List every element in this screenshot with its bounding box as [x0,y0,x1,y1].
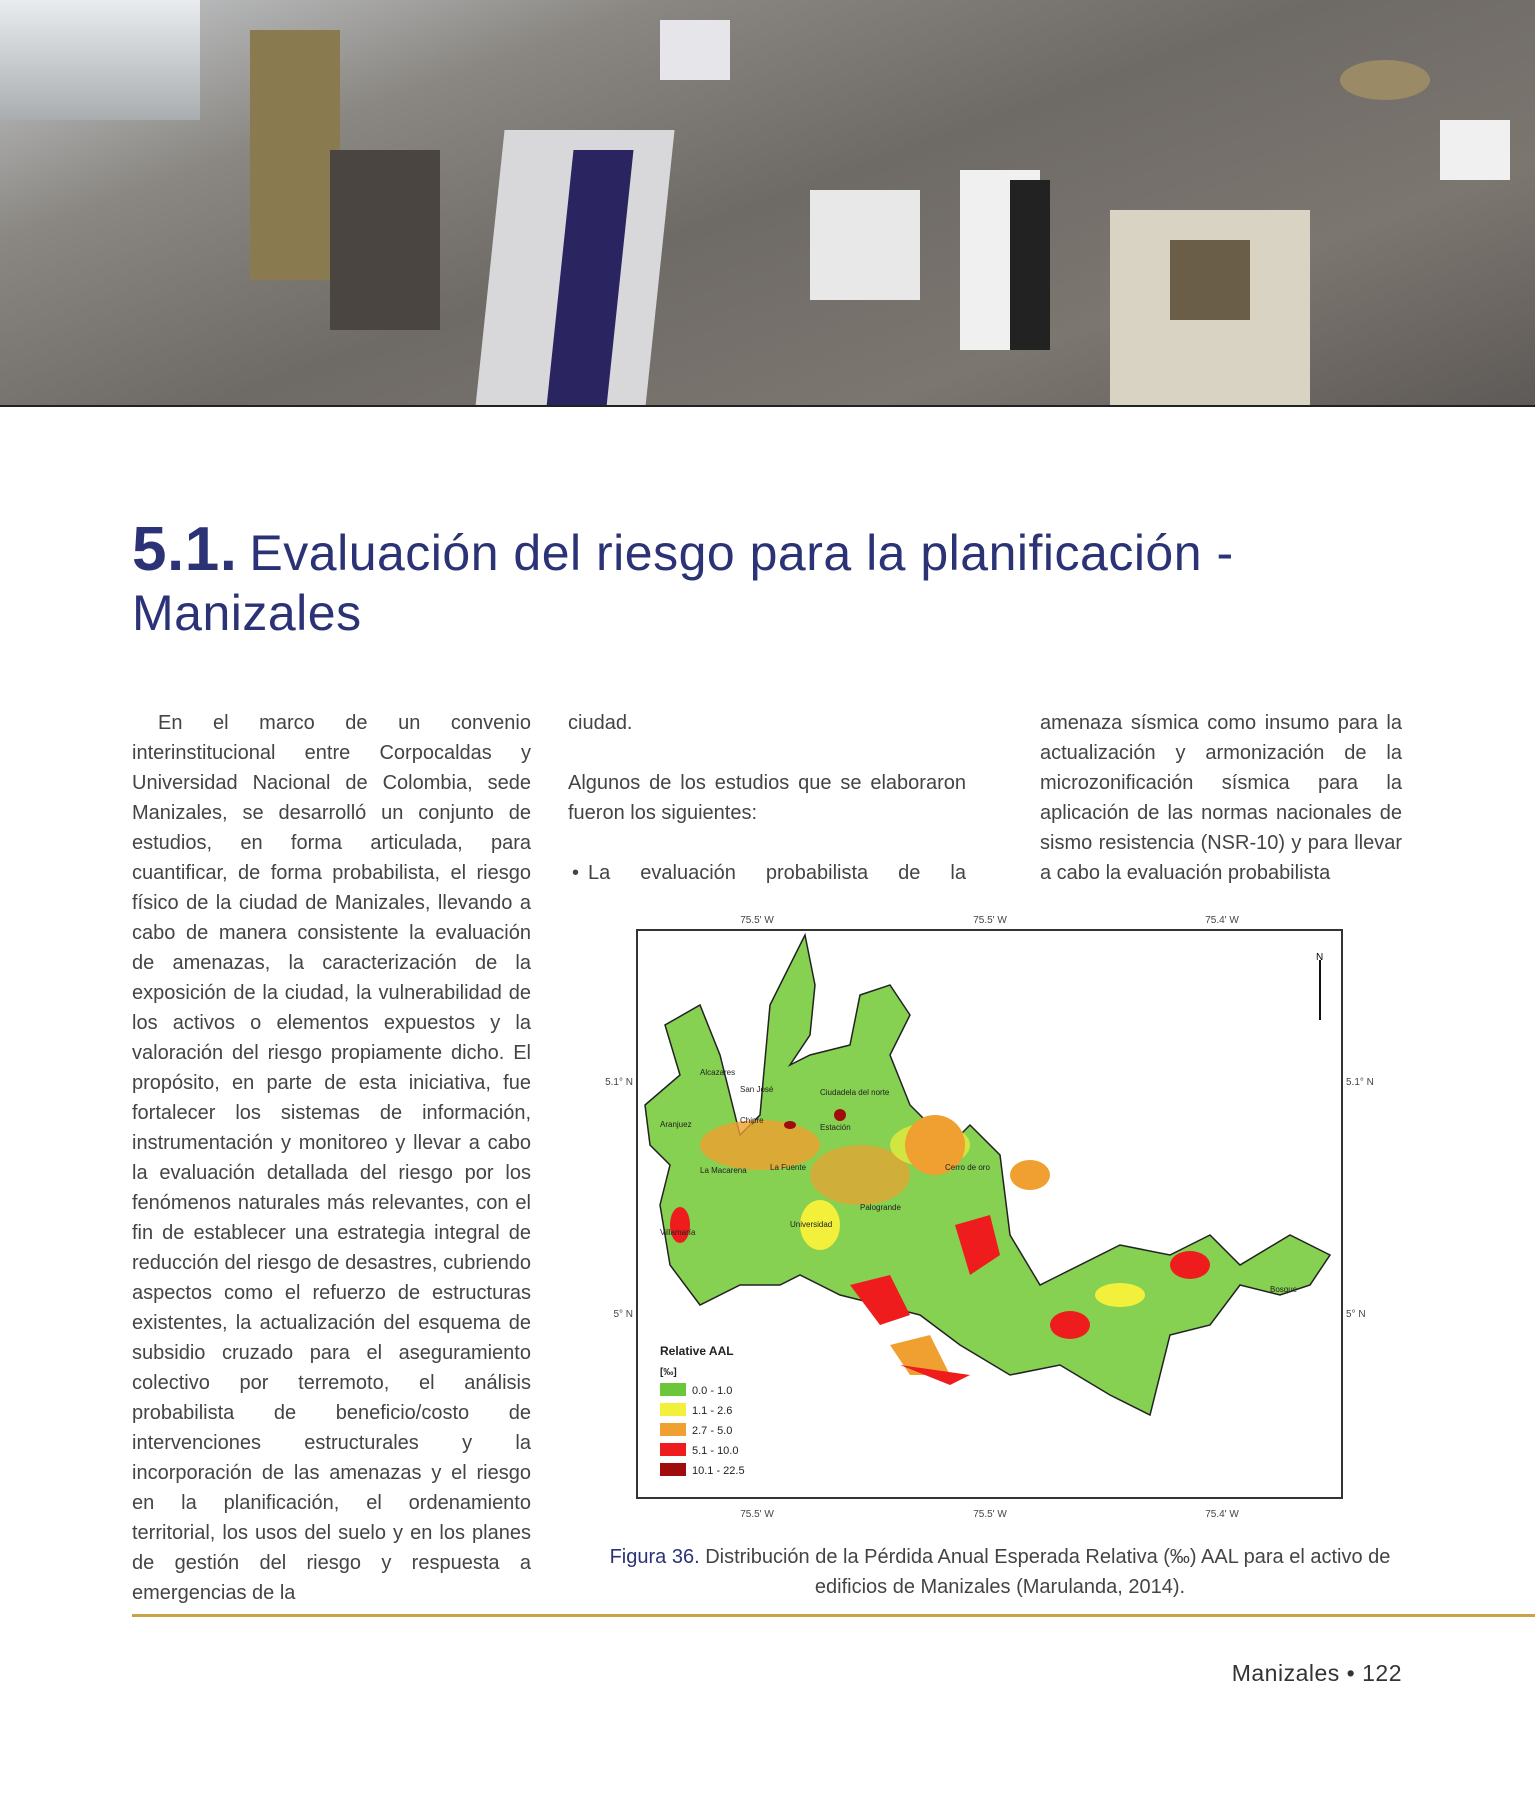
page-number: 122 [1362,1660,1402,1686]
tick-top: 75.4' W [1205,915,1239,926]
place-label: Bosque [1270,1285,1298,1294]
bullet-item: • La evaluación probabilista de la [568,858,966,888]
legend-swatch [660,1463,686,1476]
legend-label: 1.1 - 2.6 [692,1405,733,1417]
city-aerial-photo [0,0,1535,407]
paragraph: Algunos de los estudios que se elaboraron fueron los siguientes: [568,772,966,824]
svg-text:N: N [1316,952,1324,963]
tick-bottom: 75.5' W [740,1509,774,1520]
place-label: Chipre [740,1116,764,1125]
place-label: La Fuente [770,1163,807,1172]
place-label: Ciudadela del norte [820,1088,890,1097]
place-label: Palogrande [860,1203,901,1212]
caption-text: Distribución de la Pérdida Anual Esperada Relativa (‰) AAL para el activo de edificios de Manizales (Marulanda, 2014). [699,1546,1391,1598]
divider-rule [132,1614,1535,1617]
legend-swatch [660,1443,686,1456]
figure-caption [600,1542,1400,1602]
legend-swatch [660,1423,686,1436]
legend-label: 0.0 - 1.0 [692,1385,733,1397]
legend-title: Relative AAL [660,1344,734,1358]
body-column-3: amenaza sísmica como insumo para la actualización y armonización de la microzonificación sísmica para la aplicación de las normas nacionales de sismo resistencia (NSR-10) y para llevar a cabo la evaluación probabilista [1040,712,1402,884]
legend-label: 10.1 - 22.5 [692,1465,745,1477]
place-label: La Macarena [700,1166,747,1175]
tick-left: 5° N [613,1309,633,1320]
section-heading [132,515,1432,643]
tick-right: 5.1° N [1346,1077,1374,1088]
place-label: Cerro de oro [945,1163,990,1172]
section-number: 5.1. [132,515,238,584]
place-label: Universidad [790,1220,833,1229]
page-footer: Manizales • 122 [1231,1660,1402,1686]
figure-number: Figura 36. [609,1546,700,1568]
tick-left: 5.1° N [605,1077,633,1088]
legend-swatch [660,1403,686,1416]
tick-top: 75.5' W [740,915,774,926]
tick-top: 75.5' W [973,915,1007,926]
tick-bottom: 75.5' W [973,1509,1007,1520]
tick-bottom: 75.4' W [1205,1509,1239,1520]
aal-risk-map [590,905,1390,1525]
place-label: Estación [820,1123,851,1132]
legend-unit: [‰] [660,1367,677,1378]
paragraph: ciudad. [568,712,633,734]
place-label: Alcazares [700,1068,736,1077]
legend-label: 2.7 - 5.0 [692,1425,733,1437]
place-label: San José [740,1085,774,1094]
legend-label: 5.1 - 10.0 [692,1445,739,1457]
place-label: Villamaría [660,1228,696,1237]
place-label: Aranjuez [660,1120,692,1129]
tick-right: 5° N [1346,1309,1366,1320]
legend-swatch [660,1383,686,1396]
section-title: Evaluación del riesgo para la planificación - Manizales [132,525,1234,641]
footer-text: Manizales [1231,1660,1340,1686]
body-column-2 [568,708,966,888]
body-column-1: En el marco de un convenio interinstitucional entre Corpocaldas y Universidad Nacional de Colombia, sede Manizales, se desarrolló un conjunto de estudios, en forma articulada, para cuantificar, de forma probabilista, el riesgo físico de la ciudad de Manizales, llevando a cabo de manera consistente la evaluación de amenazas, la caracterización de la exposición de la ciudad, la vulnerabilidad de los activos o elementos expuestos y la valoración del riesgo propiamente dicho. El propósito, en parte de esta iniciativa, fue fortalecer los sistemas de información, instrumentación y monitoreo y llevar a cabo la evaluación detallada del riesgo por los fenómenos naturales más relevantes, con el fin de establecer una estrategia integral de reducción del riesgo de desastres, cubriendo aspectos como el refuerzo de estructuras existentes, la actualización del esquema de subsidio cruzado para el aseguramiento colectivo por terremoto, el análisis probabilista de beneficio/costo de intervenciones estructurales y la incorporación de las amenazas y el riesgo en la planificación, el ordenamiento territorial, los usos del suelo y en los planes de gestión del riesgo y respuesta a emergencias de la [132,712,531,1604]
